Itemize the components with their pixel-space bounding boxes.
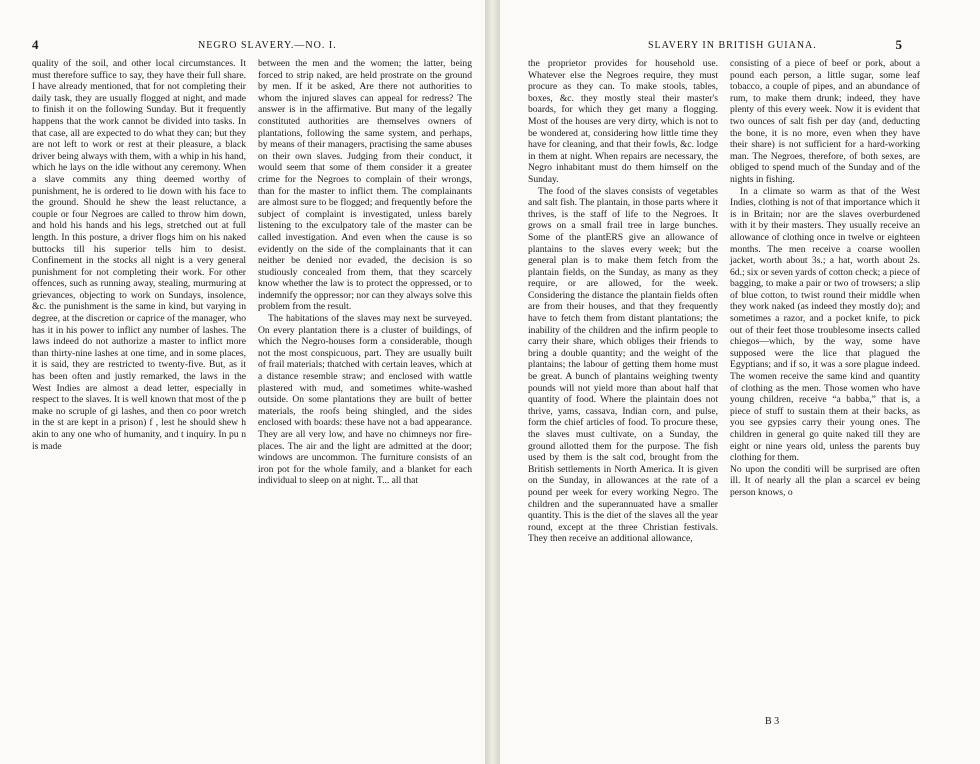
right-col2-text: consisting of a piece of beef or pork, about a pound each person, a little sugar, some leaf tobacco, a couple of pipes, and an abundance of rum, to make them drunk; indeed, they have plenty of this every week. Now it is evident that two ounces of salt fish per day (and, deducting the bone, it is no more, even when they have their share) is not sufficient for a hard-working man. The Negroes, therefore, of both sexes, are obliged to spend much of the Sunday and of the nights in fishing. — [730, 58, 920, 185]
left-col2-text: between the men and the women; the latter, being forced to strip naked, are held prostrate on the ground by men. If it be asked, Are there not authorities to whom the injured slaves can appeal for redress? The answer is in the affirmative. But many of the legally constituted authorities are themselves owners of plantations, following the same system, and perhaps, by means of their managers, practising the same abuses on their own slaves. Judging from their conduct, it would seem that some of them consider it a greater crime for the Negroes to complain of their wrongs, than for the master to inflict them. The complainants are almost sure to be flogged; and frequently before the subject of complaint is investigated, unless barely listening to the exculpatory tale of the master can be called investigation. And even when the cause is so evidently on the side of the complainants that it can neither be denied nor evaded, the decision is so studiously concealed from them, that they scarcely know whether the law is to protect the oppressed, or to indemnify the oppressor; nor can they always solve this problem from the result. — [258, 58, 472, 313]
left-column-1 — [32, 58, 246, 487]
right-col1-text: the proprietor provides for household use. Whatever else the Negroes require, they must procure as they can. To make stools, tables, boxes, &c. they mostly steal their master's boards, for which they get many a flogging. Most of the houses are very dirty, which is not to be wondered at, considering how little time they have for cleaning, and that their fowls, &c. lodge in them at night. When repairs are necessary, the Negro inhabitant must do them himself on the Sunday. — [528, 58, 718, 185]
right-running-head — [500, 37, 980, 52]
left-columns — [32, 58, 472, 487]
right-column-2 — [730, 58, 920, 545]
signature-mark: B 3 — [765, 716, 780, 727]
right-columns — [528, 58, 920, 545]
right-running-title: SLAVERY IN BRITISH GUIANA. — [648, 40, 817, 51]
book-gutter — [485, 0, 500, 764]
left-running-head — [0, 37, 485, 52]
left-col1-text: quality of the soil, and other local circumstances. It must therefore suffice to say, they have their full share. I have already mentioned, that for not completing their daily task, they are usually flogged at night, and made to finish it on the following Sunday. But it frequently happens that the work cannot be divided into tasks. In that case, all are expected to do what they can; but they are not left to work or rest at their pleasure, a black driver being always with them, with a whip in his hand, which he lays on the idle without any ceremony. When a slave commits any thing deemed worthy of punishment, he is ordered to lie down with his face to the ground. Should he shew the least reluctance, a couple or four Negroes are called to throw him down, and hold his hands and his legs, stretched out at full length. In this posture, a driver flogs him on his naked buttocks till his superior tells him to desist. Confinement in the stocks all night is a very general punishment for not completing their work. For other offences, such as running away, stealing, murmuring at grievances, objecting to work on Sundays, insolence, &c. the punishment is the same in kind, but varying in degree, at the discretion or caprice of the manager, who has it in his power to inflict any number of lashes. The laws indeed do not authorize a master to inflict more than thirty-nine lashes at one time, and in some places, it is said, they are restricted to twenty-five. But, as it has been often and justly remarked, the laws in the West Indies are almost a dead letter, especially in respect to the slaves. It is well known that most of the p make no scruple of gi lashes, and then co poor wretch in the st are kept in a prison) f , lest he should shew h akin to any one who of humanity, and t inquiry. In pu n is made — [32, 58, 246, 452]
left-running-title: NEGRO SLAVERY.—NO. I. — [198, 40, 337, 51]
left-page-number: 4 — [32, 37, 39, 52]
left-col2-para2: The habitations of the slaves may next be surveyed. On every plantation there is a cluster of buildings, of which the Negro-houses form a considerable, though not the most conspicuous, part. They are usually built of frail materials; thatched with certain leaves, which at a distance resemble straw; and enclosed with wattle plastered with mud, and sometimes white-washed outside. On some plantations they are built of better materials, the roofs being shingled, and the sides enclosed with boards: these have not a bad appearance. They are all very low, and have no chimneys nor fire-places. The air and the light are admitted at the door; windows are uncommon. The furniture consists of an iron pot for the whole family, and a blanket for each individual to sleep on at night. T... all that — [258, 313, 472, 487]
right-col2-para3: No upon the conditi will be surprised are often ill. It of nearly all the plan a scarcel ev being person knows, o — [730, 463, 920, 498]
right-col1-para2: The food of the slaves consists of vegetables and salt fish. The plantain, in those parts where it thrives, is the staff of life to the Negroes. It grows on a small frail tree in large bunches. Some of the plantERS give an allowance of plantains to the slaves every week; but the general plan is to make them fetch from the plantain fields, on the Sunday, as many as they require, or are allowed, for the week. Considering the distance the plantain fields often are from their houses, and that they frequently have to fetch them from distant plantations; the inability of the children and the infirm people to carry their share, which obliges their friends to bring a double quantity; and the weight of the plantains; the labour of getting them home must be great. A bunch of plantains weighing twenty pounds will not yield more than about half that quantity of food. Where the plaintain does not thrive, yams, cassava, Indian corn, and pulse, form the chief articles of food. To procure these, the slaves must cultivate, on a Sunday, the ground allotted them for the purpose. The fish used by them is the salt cod, brought from the British settlements in North America. It is given on the Sunday, in allowances at the rate of a pound per week for every working Negro. The children and the superannuated have a smaller quantity. This is the diet of the slaves all the year round, except at the three Christian festivals. They then receive an additional allowance, — [528, 185, 718, 545]
right-page-number: 5 — [895, 37, 902, 52]
right-column-1 — [528, 58, 718, 545]
left-column-2 — [258, 58, 472, 487]
right-col2-para2: In a climate so warm as that of the West Indies, clothing is not of that importance which it is in Britain; nor are the slaves overburdened with it by their masters. They usually receive an allowance of clothing once in twelve or eighteen months. The men receive a coarse woollen jacket, worth about 3s.; a hat, worth about 2s. 6d.; six or seven yards of cotton check; a piece of bagging, to make a pair or two of trowsers; a slip of blue cotton, to twist round their middle when they work naked (as indeed they mostly do); and sometimes a razor, and a pocket knife, to pick out of their feet those troublesome insects called chiegos—which, by the way, some have supposed were the lice that plagued the Egyptians; and if so, it was a sore plague indeed. The women receive the same kind and quantity of clothing as the men. Those women who have young children, receive “a babba,” that is, a piece of stuff to sustain them at their backs, as you see gypsies carry their young ones. The children in general go quite naked till they are eight or nine years old, unless the parents buy clothing for them. — [730, 185, 920, 464]
